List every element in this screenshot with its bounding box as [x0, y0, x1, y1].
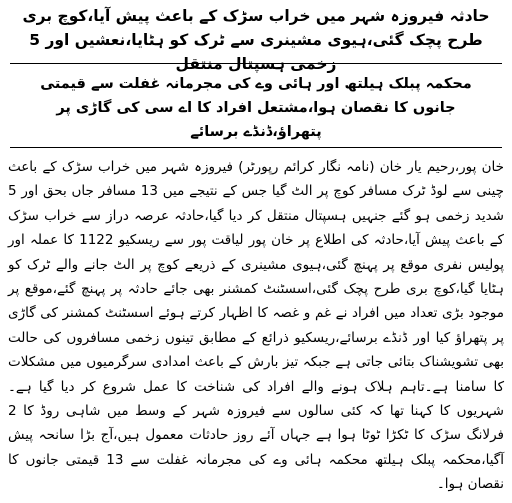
bottom-divider [10, 147, 502, 148]
top-divider [10, 63, 502, 64]
article-headline: حادثہ فیروزہ شہر میں خراب سڑک کے باعث پیش آیا،کوچ بری طرح پچک گئی،ہیوی مشینری سے ٹرک کو ہٹایا،نعشیں اور 5 زخمی ہسپتال منتقل [22, 7, 490, 73]
article-subheadline: محکمہ پبلک ہیلتھ اور ہائی وے کی مجرمانہ غفلت سے قیمتی جانوں کا نقصان ہوا،مشتعل افراد کا اے سی کی گاڑی پر پتھراؤ،ڈنڈے برسائے [40, 76, 472, 140]
article-body: خان پور،رحیم یار خان (نامہ نگار کرائم رپورٹر) فیروزہ شہر میں خراب سڑک کے باعث چینی سے لوڈ ٹرک مسافر کوچ پر الٹ گیا جس کے نتیجے میں 13 مسافر جاں بحق اور 5 شدید زخمی ہو گئے جنہیں ہسپتال منتقل کر دیا گیا،حادثہ عرصہ دراز سے خراب سڑک کے باعث پیش آیا،حادثہ کی اطلاع پر خان پور لیاقت پور سے ریسکیو 1122 کا عملہ اور پولیس نفری موقع پر پہنچ گئی،ہیوی مشینری کے ذریعے کوچ پر الٹ جانے والے ٹرک کو ہٹایا گیا،کوچ بری طرح پچک گئی،اسسٹنٹ کمشنر بھی جائے حادثہ پر پہنچ گئے،موقع پر موجود بڑی تعداد میں افراد نے غم و غصہ کا اظہار کرتے ہوئے اسسٹنٹ کمشنر کی گاڑی پر پتھراؤ کیا اور ڈنڈے برسائے،ریسکیو ذرائع کے مطابق تینوں زخمی مسافروں کی حالت بھی تشویشناک بتائی جاتی ہے جبکہ تیز بارش کے باعث امدادی سرگرمیوں میں مشکلات کا سامنا ہے۔تاہم ہلاک ہونے والے افراد کی شناخت کا عمل شروع کر دیا گیا ہے۔شہریوں کا کہنا تھا کہ کئی سالوں سے فیروزہ شہر کے وسط میں شاہی روڈ کا 2 فرلانگ سڑک کا ٹکڑا ٹوٹا ہوا ہے جہاں آئے روز حادثات معمول ہیں،آج بڑا سانحہ پیش آگیا،محکمہ پبلک ہیلتھ محکمہ ہائی وے کی مجرمانہ غفلت سے 13 قیمتی جانوں کا نقصان ہوا۔ [8, 159, 505, 493]
